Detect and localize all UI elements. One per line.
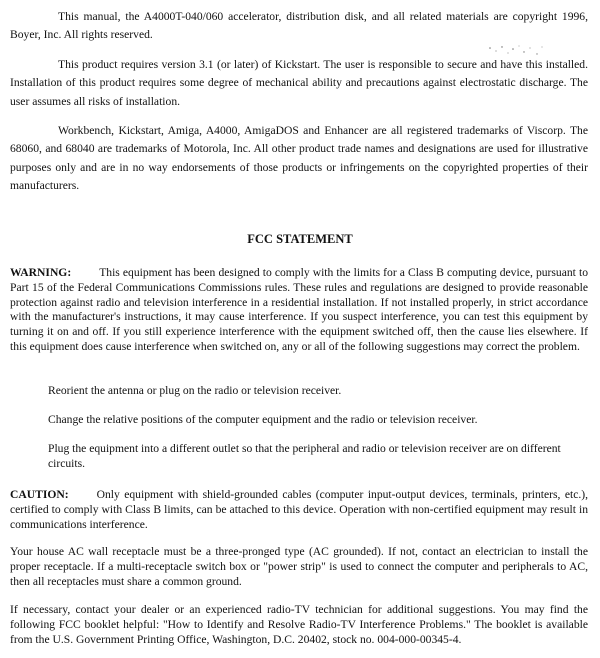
caution-label: CAUTION:: [10, 488, 69, 501]
fcc-statement-heading: FCC STATEMENT: [247, 232, 353, 246]
fcc-booklet-paragraph: If necessary, contact your dealer or an experienced radio-TV technician for additional suggestions. You may find the following FCC booklet helpful: "How to Identify and Resolve Radio-TV Interference Problems." The booklet is available from the U.S. Government Printing Office, Washington, D.C. 20402, stock no. 004-000-00345-4.: [10, 603, 588, 646]
caution-paragraph: [10, 488, 588, 532]
warning-paragraph: [10, 266, 588, 355]
suggestion-item-2: Change the relative positions of the computer equipment and the radio or television receiver.: [48, 413, 478, 426]
suggestion-item-3: Plug the equipment into a different outlet so that the peripheral and radio or television receiver are on different circuits.: [48, 442, 561, 470]
kickstart-paragraph: This product requires version 3.1 (or later) of Kickstart. The user is responsible to secure and have this installed. Installation of this product requires some degree of mechanical ability and precautions against electrostatic discharge. The user assumes all risks of installation.: [10, 58, 588, 108]
warning-text: This equipment has been designed to comply with the limits for a Class B computing device, pursuant to Part 15 of the Federal Communications Commissions rules. These rules and regulations are designed to provide reasonable protection against radio and television interference in a residential installation. If not installed properly, in strict accordance with the manufacturer's instructions, it may cause interference. If you suspect interference, you can test this equipment by turning it on and off. If you still experience interference with the equipment switched off, then the cause lies elsewhere. If this equipment does cause interference when switched on, any or all of the following suggestions may correct the problem.: [10, 266, 588, 353]
warning-label: WARNING:: [10, 266, 72, 279]
copyright-paragraph: This manual, the A4000T-040/060 accelerator, distribution disk, and all related materials are copyright 1996, Boyer, Inc. All rights reserved.: [10, 10, 588, 42]
caution-text: Only equipment with shield-grounded cables (computer input-output devices, terminals, printers, etc.), certified to comply with Class B limits, can be attached to this device. Operation with non-certified equipment may result in communications interference.: [10, 488, 588, 531]
trademarks-paragraph: Workbench, Kickstart, Amiga, A4000, AmigaDOS and Enhancer are all registered trademarks of Viscorp. The 68060, and 68040 are trademarks of Motorola, Inc. All other product trade names and designations are used for illustrative purposes only and are in no way endorsements of those products or infringements on the copyrighted properties of their manufacturers.: [10, 124, 588, 193]
suggestion-item-1: Reorient the antenna or plug on the radio or television receiver.: [48, 384, 342, 397]
ac-receptacle-paragraph: Your house AC wall receptacle must be a three-pronged type (AC grounded). If not, contact an electrician to install the proper receptacle. If a multi-receptacle switch box or "power strip" is used to connect the computer and peripherals to AC, then all receptacles must share a common ground.: [10, 545, 588, 588]
